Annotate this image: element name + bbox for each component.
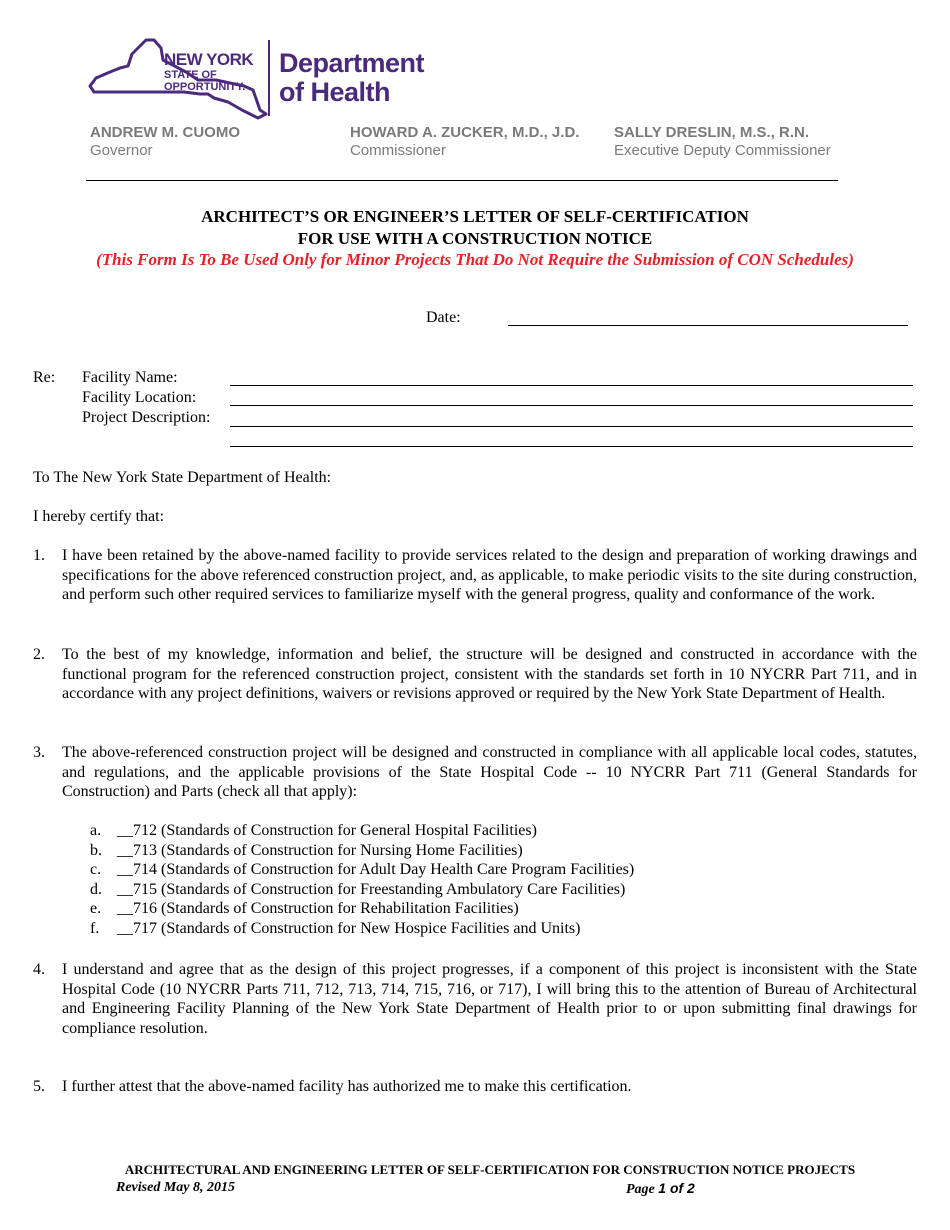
date-label: Date: (426, 309, 461, 326)
part-letter: e. (90, 900, 102, 917)
department-logo-line1: Department (279, 48, 425, 78)
item-number: 2. (33, 646, 45, 663)
facility-location-label: Facility Location: (82, 389, 197, 406)
official-name-governor: ANDREW M. CUOMO (90, 124, 240, 141)
part-713-checkbox[interactable]: __713 (Standards of Construction for Nursing Home Facilities) (117, 842, 523, 859)
form-title-line1: ARCHITECT’S OR ENGINEER’S LETTER OF SELF-CERTIFICATION (201, 207, 749, 226)
footer-revision-date: Revised May 8, 2015 (116, 1180, 235, 1195)
part-716-checkbox[interactable]: __716 (Standards of Construction for Rehabilitation Facilities) (117, 900, 519, 917)
part-letter: d. (90, 881, 102, 898)
form-usage-note: (This Form Is To Be Used Only for Minor Projects That Do Not Require the Submission of CON Schedules) (96, 250, 854, 269)
item-number: 1. (33, 547, 45, 564)
logo-wordmark-state-of: STATE OF (164, 69, 217, 81)
facility-name-field[interactable] (230, 385, 913, 386)
footer-page-indicator (626, 1180, 695, 1198)
facility-location-field[interactable] (230, 405, 913, 406)
official-title-deputy: Executive Deputy Commissioner (614, 142, 831, 159)
page-prefix: Page (626, 1182, 655, 1197)
certification-item-2: To the best of my knowledge, information and belief, the structure will be designed and constructed in accordance with the functional program for the referenced construction project, consistent with the standards set forth in 10 NYCRR Part 711, and in accordance with any project definitions, waivers or revisions approved or required by the New York State Department of Health. (62, 646, 917, 703)
logo-divider (268, 40, 270, 116)
certification-item-5: I further attest that the above-named facility has authorized me to make this certification. (62, 1078, 632, 1095)
page-number: 1 of 2 (658, 1180, 695, 1196)
official-title-governor: Governor (90, 142, 153, 159)
certification-item-1: I have been retained by the above-named facility to provide services related to the design and preparation of working drawings and specifications for the above referenced construction project, and, as applicable, to make periodic visits to the site during construction, and perform such other required services to familiarize myself with the general progress, quality and conformance of the work. (62, 547, 917, 604)
official-name-commissioner: HOWARD A. ZUCKER, M.D., J.D. (350, 124, 580, 141)
date-field[interactable] (508, 325, 908, 326)
official-title-commissioner: Commissioner (350, 142, 446, 159)
project-description-field-line2[interactable] (230, 446, 913, 447)
salutation: To The New York State Department of Health: (33, 469, 332, 486)
header-rule (86, 180, 838, 181)
part-717-checkbox[interactable]: __717 (Standards of Construction for New Hospice Facilities and Units) (117, 920, 581, 937)
official-name-deputy: SALLY DRESLIN, M.S., R.N. (614, 124, 810, 141)
item-number: 5. (33, 1078, 45, 1095)
part-letter: b. (90, 842, 102, 859)
part-letter: c. (90, 861, 102, 878)
part-letter: a. (90, 822, 102, 839)
re-label: Re: (33, 369, 56, 386)
department-logo-line2: of Health (279, 77, 391, 107)
project-description-field[interactable] (230, 426, 913, 427)
part-letter: f. (90, 920, 100, 937)
certification-item-3: The above-referenced construction project will be designed and constructed in compliance with all applicable local codes, statutes, and regulations, and the applicable provisions of the State Hospital Code -- 10 NYCRR Part 711 (General Standards for Construction) and Parts (check all that apply): (62, 744, 917, 801)
part-714-checkbox[interactable]: __714 (Standards of Construction for Adult Day Health Care Program Facilities) (117, 861, 635, 878)
part-712-checkbox[interactable]: __712 (Standards of Construction for General Hospital Facilities) (117, 822, 537, 839)
item-number: 4. (33, 961, 45, 978)
footer-form-title: ARCHITECTURAL AND ENGINEERING LETTER OF SELF-CERTIFICATION FOR CONSTRUCTION NOTICE PROJECTS (124, 1162, 856, 1177)
logo-wordmark-new-york: NEW YORK (164, 50, 254, 69)
facility-name-label: Facility Name: (82, 369, 178, 386)
certification-item-4: I understand and agree that as the design of this project progresses, if a component of this project is inconsistent with the State Hospital Code (10 NYCRR Parts 711, 712, 713, 714, 715, 716, or 717), I will bring this to the attention of Bureau of Architectural and Engineering Facility Planning of the New York State Department of Health prior to or upon submitting final drawings for compliance resolution. (62, 961, 917, 1037)
project-description-label: Project Description: (82, 409, 211, 426)
form-title-line2: FOR USE WITH A CONSTRUCTION NOTICE (297, 229, 653, 248)
logo-wordmark-opportunity: OPPORTUNITY. (164, 81, 246, 93)
item-number: 3. (33, 744, 45, 761)
certification-intro: I hereby certify that: (33, 508, 165, 525)
part-715-checkbox[interactable]: __715 (Standards of Construction for Freestanding Ambulatory Care Facilities) (117, 881, 626, 898)
